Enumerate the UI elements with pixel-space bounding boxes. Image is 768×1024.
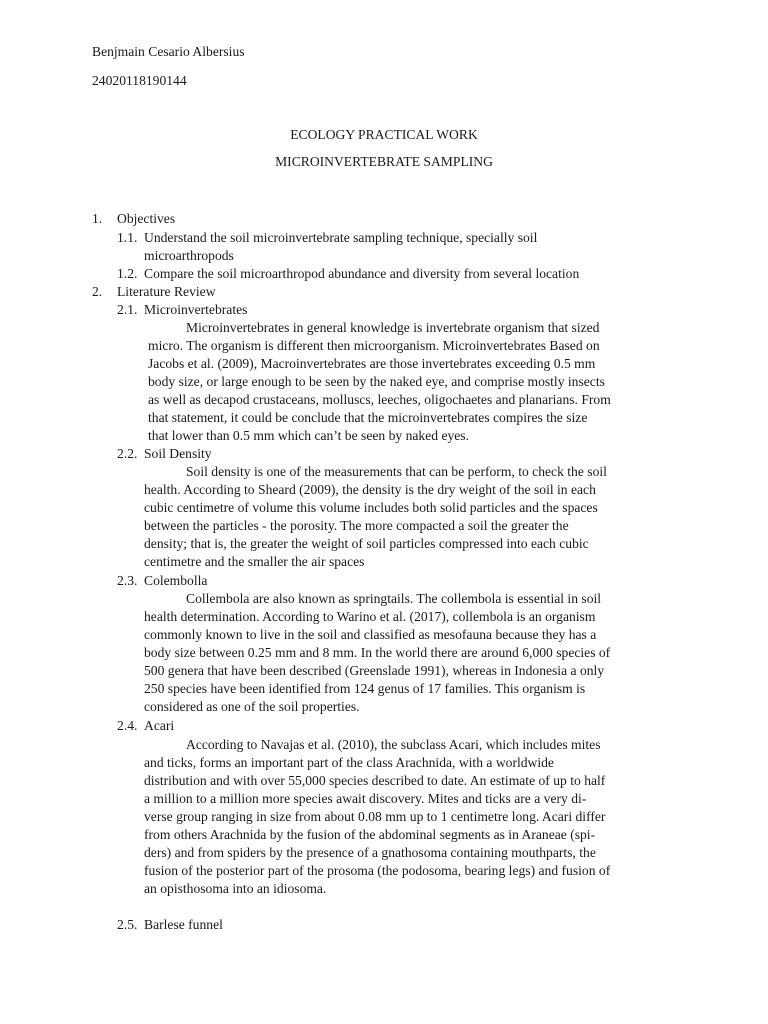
paragraph-line: According to Navajas et al. (2010), the subclass Acari, which includes mites	[186, 737, 601, 752]
item-1-1-text-cont: microarthropods	[144, 248, 234, 263]
paragraph-line: cubic centimetre of volume this volume includes both solid particles and the spaces	[144, 500, 598, 515]
paragraph-line: considered as one of the soil properties.	[144, 699, 360, 714]
paragraph-line: 250 species have been identified from 124 genus of 17 families. This organism is	[144, 681, 586, 696]
student-id: 24020118190144	[92, 73, 187, 88]
author-name: Benjmain Cesario Albersius	[92, 44, 245, 59]
paragraph-line: density; that is, the greater the weight of soil particles compressed into each cubic	[144, 536, 589, 551]
paragraph-line: a million to a million more species await discovery. Mites and ticks are a very di-	[144, 791, 587, 806]
subsection-2-4-heading: Acari	[144, 718, 175, 733]
item-1-2-number: 1.2.	[117, 266, 138, 281]
paragraph-line: that statement, it could be conclude that the microinvertebrates compires the size	[148, 410, 588, 425]
paragraph-line: micro. The organism is different then microorganism. Microinvertebrates Based on	[148, 338, 600, 353]
paragraph-line: between the particles - the porosity. The more compacted a soil the greater the	[144, 518, 569, 533]
subsection-2-5-number: 2.5.	[117, 917, 138, 932]
paragraph-line: as well as decapod crustaceans, molluscs, leeches, oligochaetes and planarians. From	[148, 392, 611, 407]
paragraph-line: from others Arachnida by the fusion of the abdominal segments as in Araneae (spi-	[144, 827, 596, 842]
paragraph-line: health. According to Sheard (2009), the density is the dry weight of the soil in each	[144, 482, 596, 497]
paragraph-line: ders) and from spiders by the presence of a gnathosoma containing mouthparts, the	[144, 845, 596, 860]
subsection-2-1-number: 2.1.	[117, 302, 138, 317]
document-subtitle: MICROINVERTEBRATE SAMPLING	[275, 154, 493, 169]
paragraph-line: body size, or large enough to be seen by the naked eye, and comprise mostly insects	[148, 374, 605, 389]
subsection-2-3-heading: Colembolla	[144, 573, 208, 588]
subsection-2-1-heading: Microinvertebrates	[144, 302, 248, 317]
paragraph-line: an opisthosoma into an idiosoma.	[144, 881, 327, 896]
paragraph-line: Jacobs et al. (2009), Macroinvertebrates are those invertebrates exceeding 0.5 mm	[148, 356, 596, 371]
paragraph-line: centimetre and the smaller the air spaces	[144, 554, 365, 569]
subsection-2-2-number: 2.2.	[117, 446, 138, 461]
paragraph-line: Collembola are also known as springtails. The collembola is essential in soil	[186, 591, 602, 606]
section-2-heading: Literature Review	[117, 284, 216, 299]
section-1-heading: Objectives	[117, 211, 176, 226]
paragraph-line: and ticks, forms an important part of the class Arachnida, with a worldwide	[144, 755, 554, 770]
subsection-2-2-heading: Soil Density	[144, 446, 212, 461]
paragraph-line: 500 genera that have been described (Greenslade 1991), whereas in Indonesia a only	[144, 663, 605, 678]
subsection-2-4-number: 2.4.	[117, 718, 138, 733]
paragraph-line: that lower than 0.5 mm which can’t be seen by naked eyes.	[148, 428, 469, 443]
paragraph-line: health determination. According to Warino et al. (2017), collembola is an organism	[144, 609, 596, 624]
item-1-1-text: Understand the soil microinvertebrate sampling technique, specially soil	[144, 230, 538, 245]
item-1-1-number: 1.1.	[117, 230, 138, 245]
paragraph-line: verse group ranging in size from about 0.08 mm up to 1 centimetre long. Acari differ	[144, 809, 606, 824]
subsection-2-3-number: 2.3.	[117, 573, 138, 588]
section-2-number: 2.	[92, 284, 103, 299]
item-1-2-text: Compare the soil microarthropod abundance and diversity from several location	[144, 266, 580, 281]
paragraph-line: Microinvertebrates in general knowledge is invertebrate organism that sized	[186, 320, 600, 335]
paragraph-line: fusion of the posterior part of the prosoma (the podosoma, bearing legs) and fusion of	[144, 863, 611, 878]
subsection-2-5-heading: Barlese funnel	[144, 917, 223, 932]
paragraph-line: body size between 0.25 mm and 8 mm. In the world there are around 6,000 species of	[144, 645, 611, 660]
paragraph-line: distribution and with over 55,000 species described to date. An estimate of up to half	[144, 773, 606, 788]
section-1-number: 1.	[92, 211, 103, 226]
paragraph-line: commonly known to live in the soil and classified as mesofauna because they has a	[144, 627, 597, 642]
document-title: ECOLOGY PRACTICAL WORK	[290, 127, 478, 142]
paragraph-line: Soil density is one of the measurements that can be perform, to check the soil	[186, 464, 607, 479]
